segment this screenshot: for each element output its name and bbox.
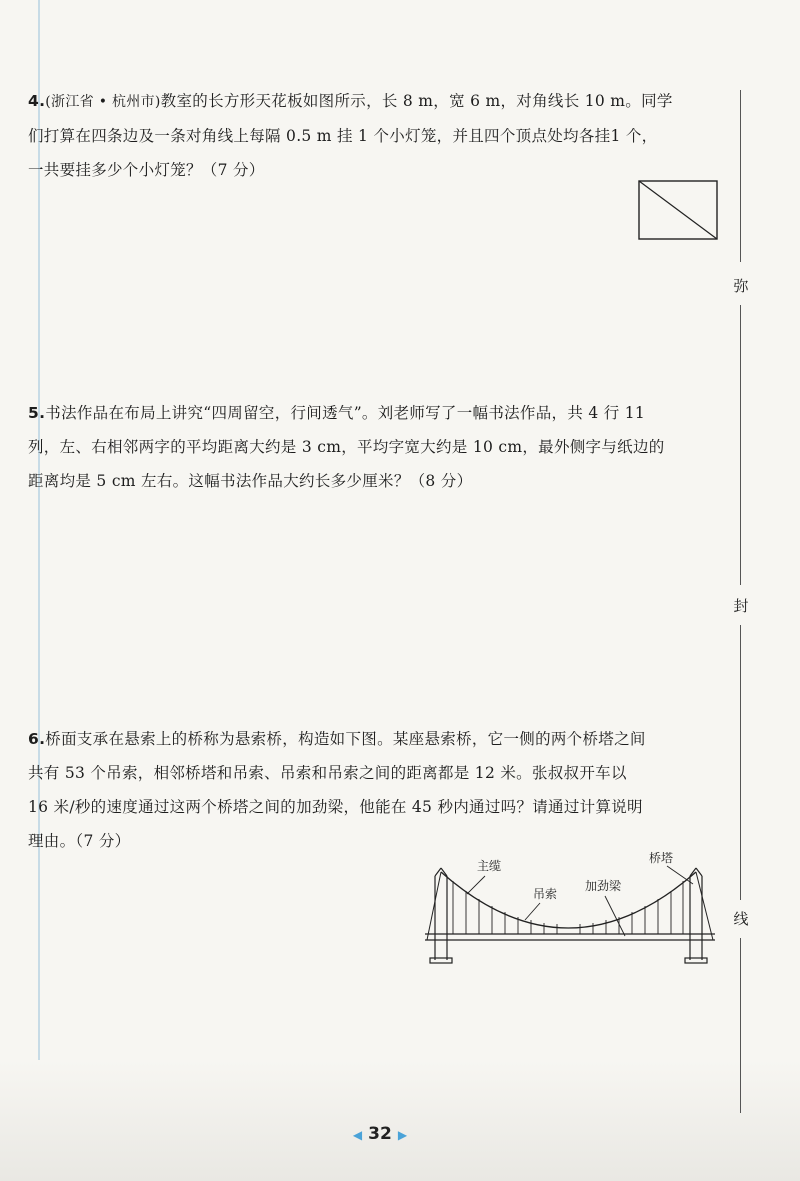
question-4-line1 <box>28 84 728 119</box>
question-6 <box>28 722 728 858</box>
question-text: 桥面支承在悬索上的桥称为悬索桥，构造如下图。某座悬索桥，它一侧的两个桥塔之间 <box>45 730 646 748</box>
question-text: 书法作品在布局上讲究“四周留空，行间透气”。刘老师写了一幅书法作品，共 4 行 11 <box>45 404 646 422</box>
question-5-line3: 距离均是 5 cm 左右。这幅书法作品大约长多少厘米？（8 分） <box>28 472 473 490</box>
question-source: (浙江省 • 杭州市) <box>45 94 161 110</box>
suspension-bridge-figure <box>425 848 725 973</box>
question-5-line1 <box>28 396 728 430</box>
leader-girder <box>605 896 625 936</box>
ceiling-diagonal <box>639 181 717 239</box>
left-tower <box>430 868 452 963</box>
binding-line-segment <box>740 305 741 585</box>
question-number: 4. <box>28 92 46 110</box>
binding-line-segment <box>740 938 741 1113</box>
right-anchor-cable <box>696 872 713 940</box>
page-number <box>340 1124 420 1144</box>
binding-char-feng: 封 <box>733 597 749 615</box>
next-page-arrow-icon: ▶ <box>397 1128 408 1142</box>
binding-char-xian: 线 <box>733 910 749 928</box>
suspenders <box>453 881 683 934</box>
question-6-line2: 共有 53 个吊索，相邻桥塔和吊索、吊索和吊索之间的距离都是 12 米。张叔叔开车以 <box>28 764 627 782</box>
prev-page-arrow-icon: ◀ <box>352 1128 363 1142</box>
bottom-shadow <box>0 1060 800 1181</box>
question-text: 教室的长方形天花板如图所示，长 8 m，宽 6 m，对角线长 10 m。同学 <box>160 92 673 110</box>
leader-tower <box>667 866 693 884</box>
binding-char-mi: 弥 <box>733 277 749 295</box>
question-4 <box>28 84 728 187</box>
label-tower: 桥塔 <box>649 851 674 865</box>
label-girder: 加劲梁 <box>585 879 622 893</box>
leader-main-cable <box>467 876 485 894</box>
question-5 <box>28 396 728 498</box>
question-6-line1 <box>28 722 728 756</box>
question-6-line4: 理由。（7 分） <box>28 832 131 850</box>
label-main-cable: 主缆 <box>477 859 502 873</box>
question-6-line3: 16 米/秒的速度通过这两个桥塔之间的加劲梁，他能在 45 秒内通过吗？请通过计算说明 <box>28 798 643 816</box>
question-5-line2: 列，左、右相邻两字的平均距离大约是 3 cm，平均字宽大约是 10 cm，最外侧字与纸边的 <box>28 438 665 456</box>
ceiling-rectangle-figure <box>638 180 718 240</box>
left-anchor-cable <box>427 872 441 940</box>
question-4-line3: 一共要挂多少个小灯笼？（7 分） <box>28 161 265 179</box>
question-number: 6. <box>28 730 46 748</box>
binding-line-segment <box>740 625 741 900</box>
leader-suspender <box>525 903 540 920</box>
page-number-value: 32 <box>368 1124 392 1144</box>
label-suspender: 吊索 <box>533 887 558 901</box>
question-4-line2: 们打算在四条边及一条对角线上每隔 0.5 m 挂 1 个小灯笼，并且四个顶点处均各挂1 个， <box>28 127 658 145</box>
right-tower <box>685 868 707 963</box>
binding-line-segment <box>740 90 741 262</box>
question-number: 5. <box>28 404 46 422</box>
